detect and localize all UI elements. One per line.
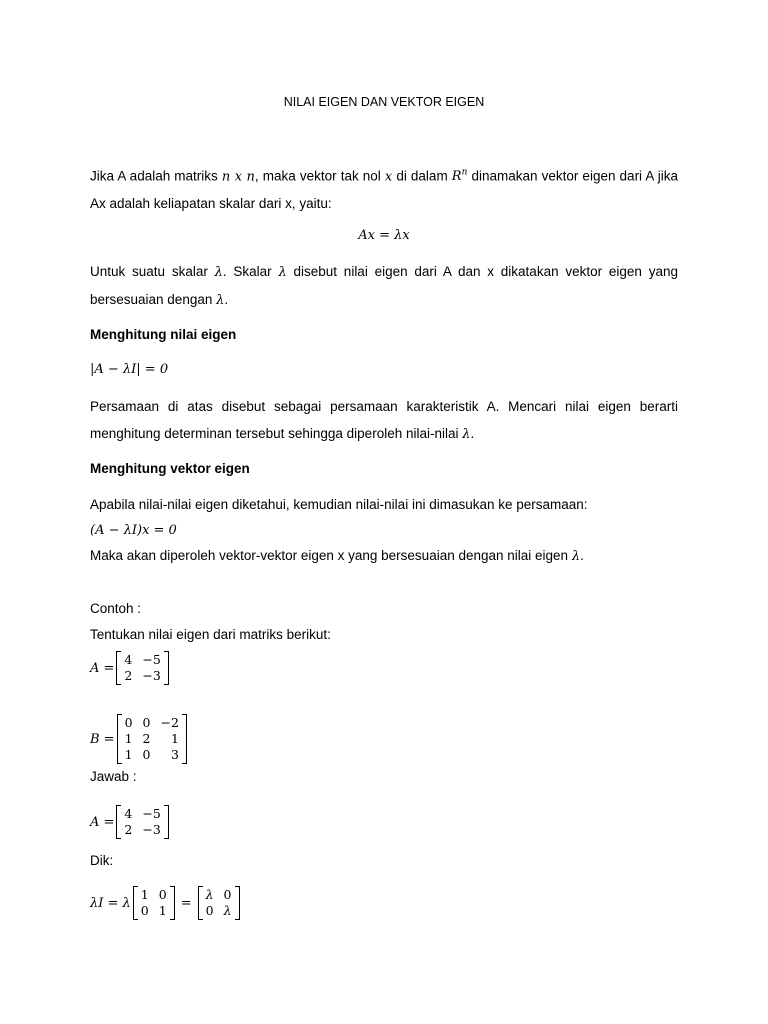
matrix-cell: 4 xyxy=(124,806,133,821)
vec-text-2a: Maka akan diperoleh vektor-vektor eigen x yang bersesuaian dengan nilai eigen xyxy=(90,548,569,563)
lambda-matrix xyxy=(198,886,240,920)
equals-sign: = xyxy=(180,895,192,911)
lambda-symbol: λ xyxy=(214,265,223,280)
lambda-symbol: λ xyxy=(278,265,287,280)
intro-text-2: , maka vektor tak nol xyxy=(254,168,381,184)
matrix-cell: 2 xyxy=(124,822,133,837)
dik-label: Dik: xyxy=(90,853,114,868)
scalar-text-2: . Skalar xyxy=(222,264,272,279)
lambda-symbol: λ xyxy=(216,293,225,308)
intro-x: x xyxy=(384,169,393,185)
matrix-cell: 1 xyxy=(158,903,167,918)
lambda-i-label: λI = λ xyxy=(90,895,131,911)
matrix-cell: −2 xyxy=(160,715,179,730)
matrix-a-grid xyxy=(121,651,163,685)
matrix-cell: 0 xyxy=(158,887,167,902)
matrix-a xyxy=(116,651,168,685)
matrix-b xyxy=(117,714,187,764)
char-text-1: Persamaan di atas disebut sebagai persamaan karakteristik A. Mencari nilai eigen berarti menghitung determinan tersebut sehingga diperoleh nilai-nilai xyxy=(90,399,678,441)
matrix-cell: λ xyxy=(223,903,232,918)
bracket-right xyxy=(164,651,169,685)
scalar-text-1: Untuk suatu skalar xyxy=(90,264,208,279)
scalar-paragraph xyxy=(90,258,678,314)
matrix-cell: 0 xyxy=(124,715,133,730)
matrix-a2-equation xyxy=(90,805,171,839)
bracket-right xyxy=(164,805,169,839)
matrix-cell: 1 xyxy=(124,747,133,762)
eigen-equation: Ax = λx xyxy=(358,228,410,243)
determinant-equation: |A − λI| = 0 xyxy=(90,362,169,377)
matrix-cell: 0 xyxy=(140,903,149,918)
lambda-symbol: λ xyxy=(462,427,471,442)
intro-text-1: Jika A adalah matriks xyxy=(90,168,218,184)
matrix-cell: 1 xyxy=(170,731,179,746)
vector-equation: (A − λI)x = 0 xyxy=(90,523,177,538)
lambda-symbol: λ xyxy=(571,549,581,564)
intro-text-4: dinamakan vektor eigen dari A jika Ax adalah keliapatan skalar dari x, yaitu: xyxy=(90,168,678,212)
matrix-cell: 4 xyxy=(124,652,133,667)
matrix-a-equation xyxy=(90,651,171,685)
page-title: NILAI EIGEN DAN VEKTOR EIGEN xyxy=(283,95,485,109)
lambda-identity-equation xyxy=(90,886,242,920)
characteristic-paragraph xyxy=(90,393,678,448)
matrix-b-label: B = xyxy=(90,731,115,747)
matrix-cell: −5 xyxy=(142,806,161,821)
char-text-2: . xyxy=(470,426,475,441)
matrix-cell: λ xyxy=(205,887,214,902)
matrix-cell: −3 xyxy=(142,822,161,837)
matrix-cell: 1 xyxy=(124,731,133,746)
matrix-cell: 1 xyxy=(140,887,149,902)
intro-text-3: di dalam xyxy=(396,168,448,184)
rn-base: R xyxy=(451,169,462,185)
matrix-b-grid xyxy=(122,714,182,764)
matrix-a2-label: A = xyxy=(90,814,115,830)
rn-sup: n xyxy=(461,168,468,178)
matrix-cell: −3 xyxy=(142,668,161,683)
contoh-label: Contoh : xyxy=(90,601,142,616)
jawab-label: Jawab : xyxy=(90,769,137,784)
scalar-text-3: disebut nilai eigen dari A dan x dikatakan vektor eigen yang bersesuaian dengan xyxy=(90,264,678,307)
bracket-right xyxy=(235,886,240,920)
vec-text-2b: . xyxy=(580,548,584,563)
matrix-cell: 3 xyxy=(170,747,179,762)
heading-vektor-eigen: Menghitung vektor eigen xyxy=(90,461,250,476)
matrix-b-equation xyxy=(90,714,189,764)
lambda-grid xyxy=(203,886,235,920)
matrix-cell: 2 xyxy=(124,668,133,683)
bracket-right xyxy=(170,886,175,920)
scalar-text-4: . xyxy=(224,292,229,307)
vector-text-1: Apabila nilai-nilai eigen diketahui, kemudian nilai-nilai ini dimasukan ke persamaan: xyxy=(90,497,588,512)
matrix-a2-grid xyxy=(121,805,163,839)
matrix-cell: 0 xyxy=(223,887,232,902)
intro-paragraph xyxy=(90,160,678,217)
matrix-cell: 0 xyxy=(205,903,214,918)
heading-nilai-eigen: Menghitung nilai eigen xyxy=(90,327,237,342)
matrix-a-label: A = xyxy=(90,660,115,676)
matrix-cell: 2 xyxy=(142,731,151,746)
matrix-cell: 0 xyxy=(142,747,151,762)
identity-grid xyxy=(138,886,170,920)
matrix-cell: 0 xyxy=(142,715,151,730)
intro-nxn: n x n xyxy=(221,169,255,185)
matrix-cell: −5 xyxy=(142,652,161,667)
vector-text-2 xyxy=(90,548,584,564)
intro-rn xyxy=(452,169,468,184)
identity-matrix xyxy=(133,886,175,920)
matrix-a2 xyxy=(116,805,168,839)
tentukan-text: Tentukan nilai eigen dari matriks berikut: xyxy=(90,627,331,642)
bracket-right xyxy=(182,714,187,764)
